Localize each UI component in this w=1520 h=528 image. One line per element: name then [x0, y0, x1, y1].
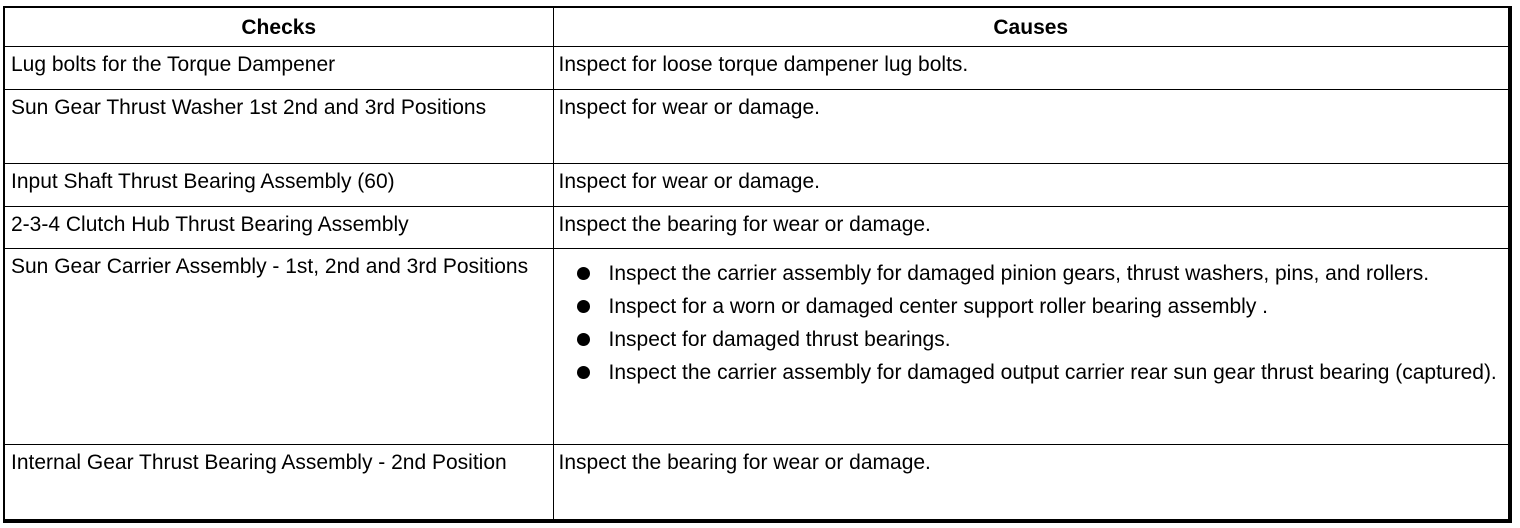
check-cell: Lug bolts for the Torque Dampener: [5, 47, 553, 90]
table-row: [5, 47, 1508, 90]
cause-list-cell: [553, 249, 1508, 445]
checks-causes-table-frame: [3, 6, 1512, 523]
header-causes: Causes: [553, 8, 1508, 47]
check-cell: Input Shaft Thrust Bearing Assembly (60): [5, 163, 553, 206]
table-row: [5, 445, 1508, 519]
cause-cell: Inspect the bearing for wear or damage.: [553, 445, 1508, 519]
cause-cell: Inspect the bearing for wear or damage.: [553, 206, 1508, 249]
table-header-row: [5, 8, 1508, 47]
list-item-text: Inspect for a worn or damaged center support roller bearing assembly .: [608, 295, 1269, 319]
check-cell: 2-3-4 Clutch Hub Thrust Bearing Assembly: [5, 206, 553, 249]
cause-cell: Inspect for wear or damage.: [553, 89, 1508, 163]
check-cell: Sun Gear Carrier Assembly - 1st, 2nd and 3rd Positions: [5, 249, 553, 445]
list-item: [559, 290, 1503, 323]
table-row: [5, 206, 1508, 249]
table-row: [5, 163, 1508, 206]
list-item-text: Inspect for damaged thrust bearings.: [608, 328, 951, 352]
cause-cell: Inspect for loose torque dampener lug bolts.: [553, 47, 1508, 90]
table-row: [5, 89, 1508, 163]
check-cell: Internal Gear Thrust Bearing Assembly - 2nd Position: [5, 445, 553, 519]
cause-bullet-list: [559, 257, 1503, 389]
list-item: [559, 257, 1503, 290]
checks-causes-table: [5, 8, 1508, 519]
bullet-icon: [577, 267, 590, 280]
list-item: [559, 356, 1503, 389]
bullet-icon: [577, 333, 590, 346]
bullet-icon: [577, 300, 590, 313]
list-item: [559, 323, 1503, 356]
check-cell: Sun Gear Thrust Washer 1st 2nd and 3rd Positions: [5, 89, 553, 163]
cause-cell: Inspect for wear or damage.: [553, 163, 1508, 206]
list-item-text: Inspect the carrier assembly for damaged pinion gears, thrust washers, pins, and rollers.: [608, 262, 1430, 286]
table-row: [5, 249, 1508, 445]
bullet-icon: [577, 366, 590, 379]
header-checks: Checks: [5, 8, 553, 47]
list-item-text: Inspect the carrier assembly for damaged output carrier rear sun gear thrust bearing (captured).: [608, 361, 1497, 385]
